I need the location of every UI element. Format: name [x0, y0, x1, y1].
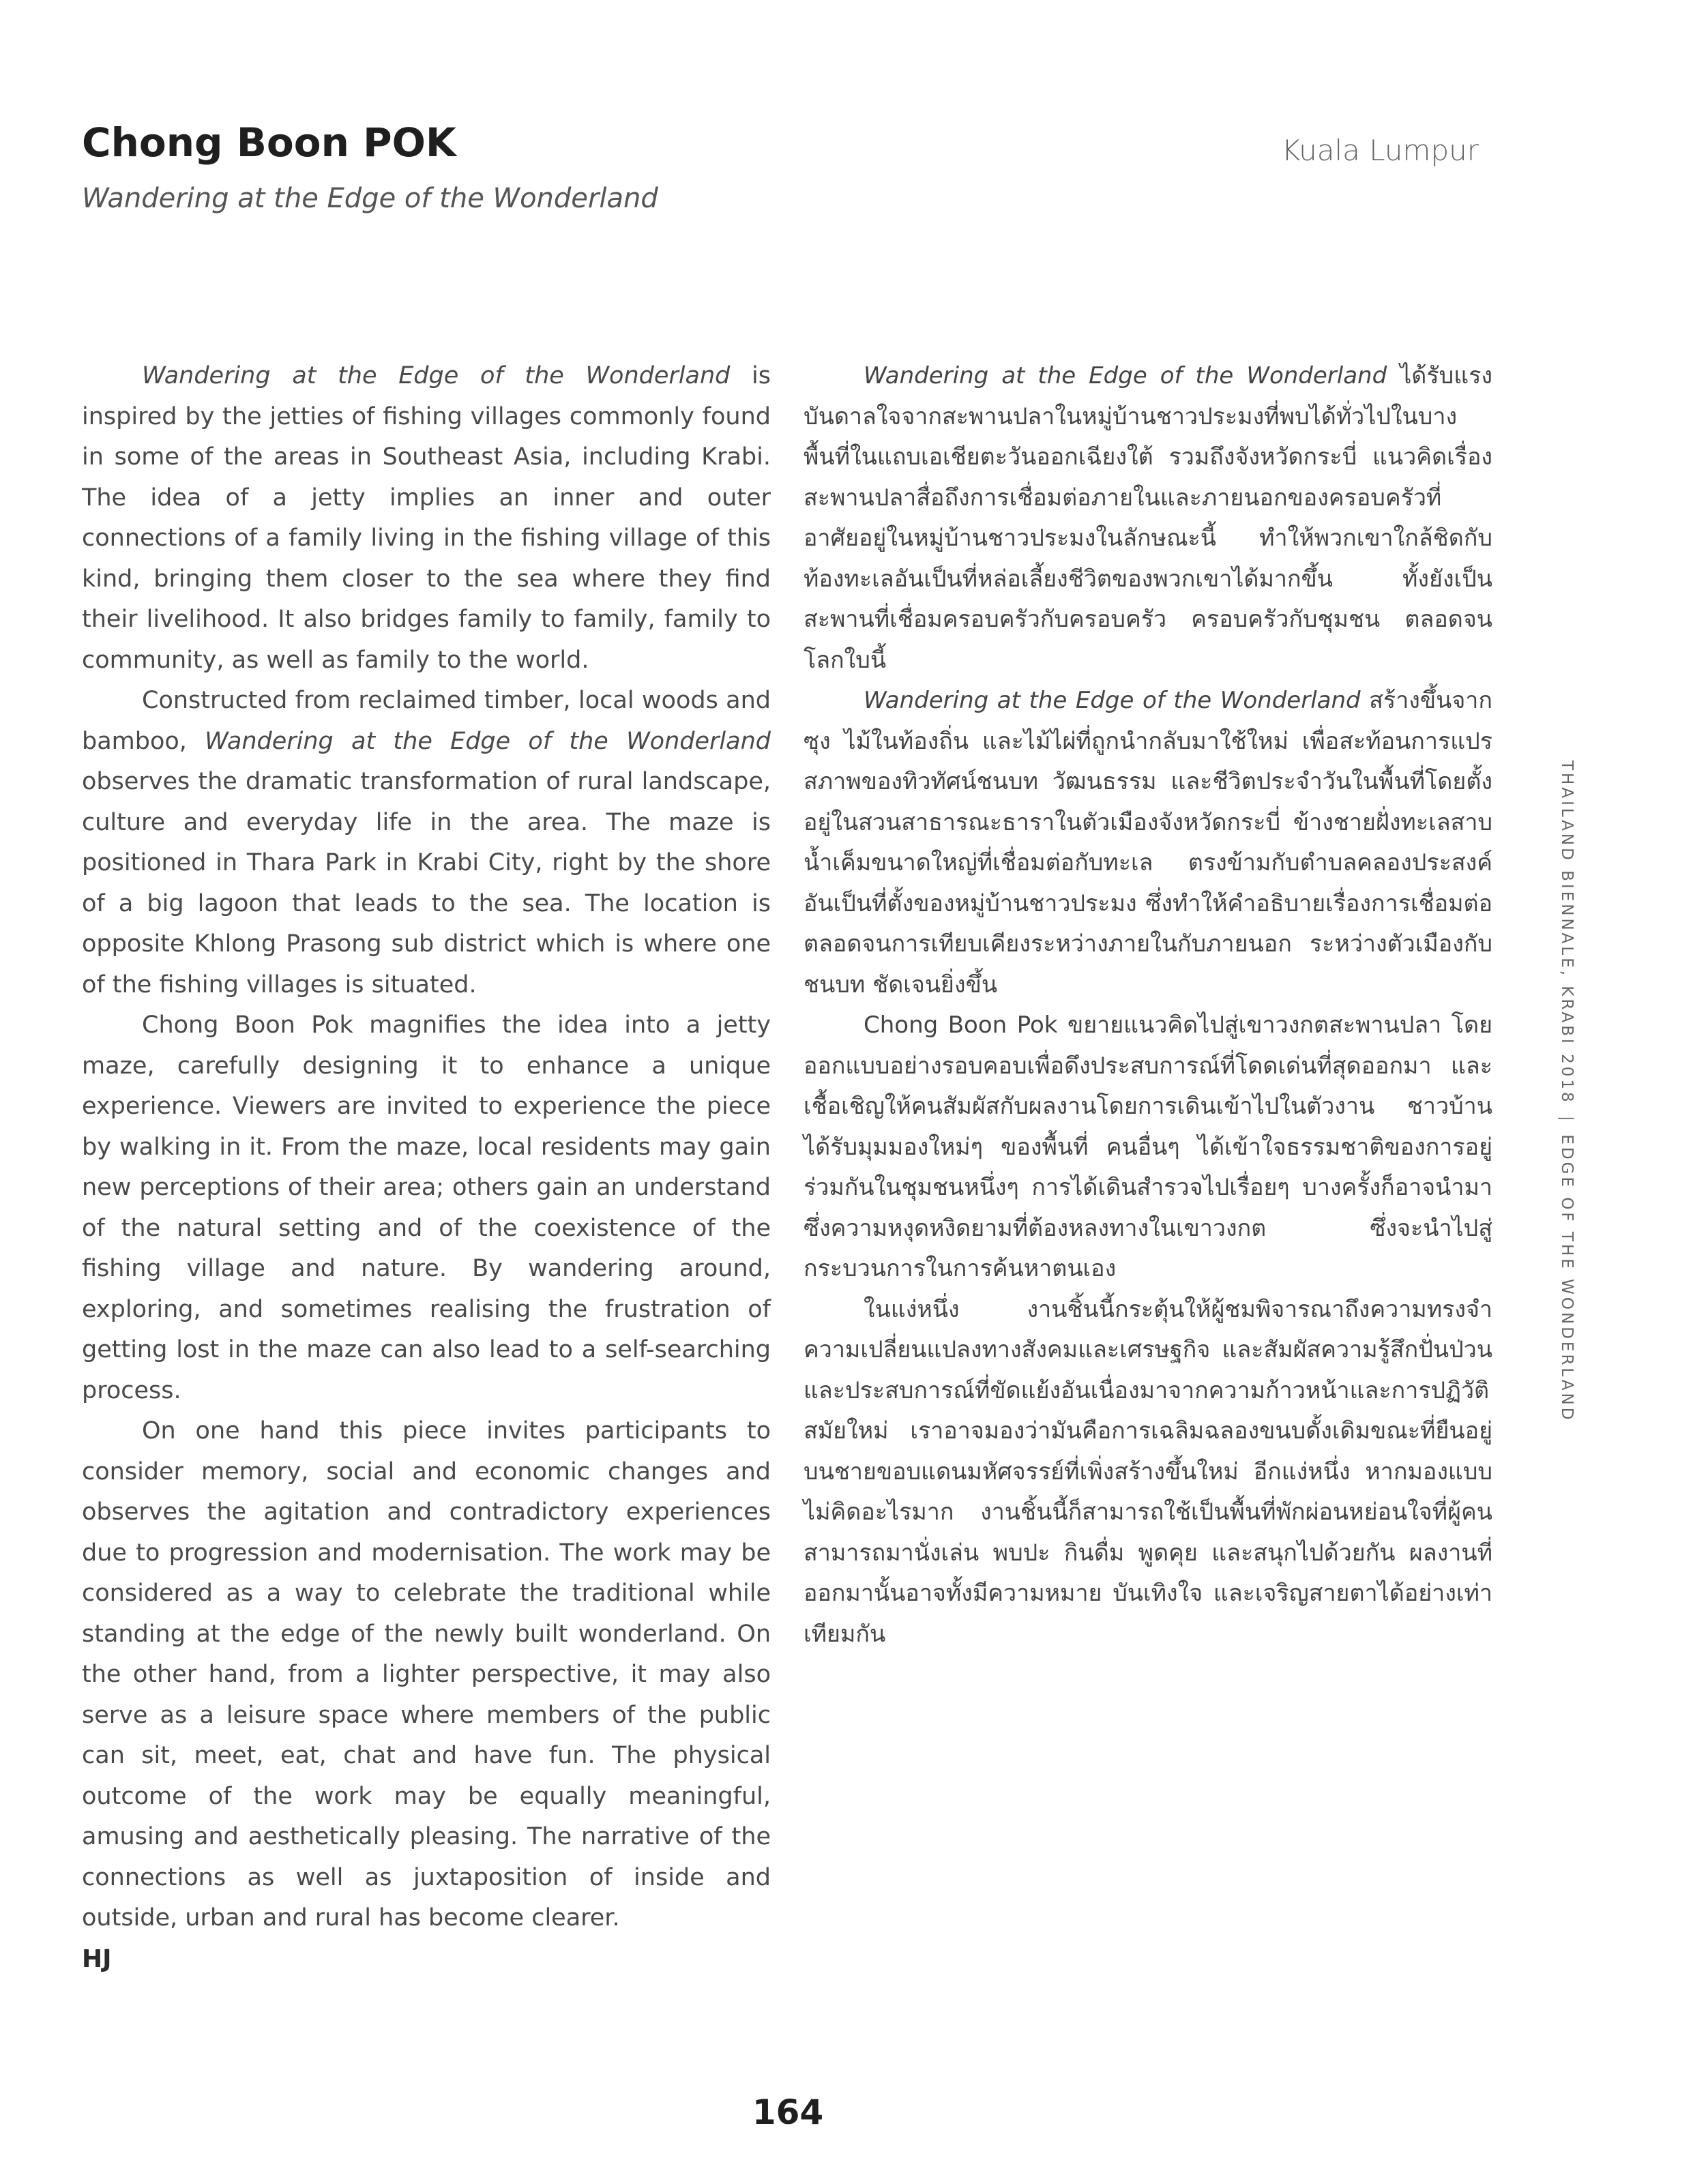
author-initials: HJ — [82, 1944, 112, 1973]
english-paragraph-1 — [82, 356, 771, 681]
thai-paragraph-4: ในแง่หนึ่ง งานชิ้นนี้กระตุ้นให้ผู้ชมพิจารณาถึงความทรงจำ ความเปลี่ยนแปลงทางสังคมและเศรษฐกิจ และสัมผัสความรู้สึกปั่นป่วนและประสบการณ์ที่ขัดแย้งอันเนื่องมาจากความก้าวหน้าและการปฏิวัติสมัยใหม่ เราอาจมองว่ามันคือการเฉลิมฉลองขนบดั้งเดิมขณะที่ยืนอยู่บนชายขอบแดนมหัศจรรย์ที่เพิ่งสร้างขึ้นใหม่ อีกแง่หนึ่ง หากมองแบบไม่คิดอะไรมาก งานชิ้นนี้ก็สามารถใช้เป็นพื้นที่พักผ่อนหย่อนใจที่ผู้คนสามารถมานั่งเล่น พบปะ กินดื่ม พูดคุย และสนุกไปด้วยกัน ผลงานที่ออกมานั้นอาจทั้งมีความหมาย บันเทิงใจ และเจริญสายตาได้อย่างเท่าเทียมกัน — [804, 1295, 1492, 1648]
paragraph-text: is inspired by the jetties of fishing villages commonly found in some of the areas in Southeast Asia, including Krabi. The idea of a jetty implies an inner and outer connections of a family living in the fishing village of this kind, bringing them closer to the sea where they find their livelihood. It also bridges family to family, family to community, as well as family to the world. — [82, 362, 771, 674]
paragraph-text: observes the dramatic transformation of rural landscape, culture and everyday life in the area. The maze is positioned in Thara Park in Krabi City, right by the shore of a big lagoon that leads to the sea. The location is opposite Khlong Prasong sub district which is where one of the fishing villages is situated. — [82, 768, 771, 998]
page-number: 164 — [752, 2092, 824, 2132]
running-head-publication: THAILAND BIENNALE, KRABI 2018 — [1558, 760, 1576, 1105]
english-paragraph-4: On one hand this piece invites participants to consider memory, social and economic changes and observes the agitation and contradictory experiences due to progression and modernisation. The work may be considered as a way to celebrate the traditional while standing at the edge of the newly built wonderland. On the other hand, from a lighter perspective, it may also serve as a leisure space where members of the public can sit, meet, eat, chat and have fun. The physical outcome of the work may be equally meaningful, amusing and aesthetically pleasing. The narrative of the connections as well as juxtaposition of inside and outside, urban and rural has become clearer. — [82, 1417, 771, 1932]
paragraph-text: ได้รับแรงบันดาลใจจากสะพานปลาในหมู่บ้านชาวประมงที่พบได้ทั่วไปในบางพื้นที่ในแถบเอเชียตะวันออกเฉียงใต้ รวมถึงจังหวัดกระบี่ แนวคิดเรื่องสะพานปลาสื่อถึงการเชื่อมต่อภายในและภายนอกของครอบครัวที่อาศัยอยู่ในหมู่บ้านชาวประมงในลักษณะนี้ ทำให้พวกเขาใกล้ชิดกับท้องทะเลอันเป็นที่หล่อเลี้ยงชีวิตของพวกเขาได้มากขึ้น ทั้งยังเป็นสะพานที่เชื่อมครอบครัวกับครอบครัว ครอบครัวกับชุมชน ตลอดจนโลกใบนี้ — [804, 362, 1492, 674]
work-title-inline: Wandering at the Edge of the Wonderland — [205, 727, 771, 755]
work-title-inline: Wandering at the Edge of the Wonderland — [864, 362, 1387, 389]
paragraph-text: Constructed from reclaimed timber, local woods and bamboo, — [82, 687, 771, 755]
thai-paragraph-2 — [804, 681, 1492, 1005]
english-paragraph-3: Chong Boon Pok magnifies the idea into a jetty maze, carefully designing it to enhance a unique experience. Viewers are invited to experience the piece by walking in it. From the maze, local residents may gain new perceptions of their area; others gain an understand of the natural setting and of the coexistence of the fishing village and nature. By wandering around, exploring, and sometimes realising the frustration of getting lost in the maze can also lead to a self-searching process. — [82, 1011, 771, 1404]
thai-paragraph-1 — [804, 356, 1492, 681]
english-paragraph-2 — [82, 681, 771, 1005]
paragraph-text: สร้างขึ้นจากซุง ไม้ในท้องถิ่น และไม้ไผ่ที่ถูกนำกลับมาใช้ใหม่ เพื่อสะท้อนการแปรสภาพของทิวทัศน์ชนบท วัฒนธรรม และชีวิตประจำวันในพื้นที่โดยตั้งอยู่ในสวนสาธารณะธาราในตัวเมืองจังหวัดกระบี่ ข้างชายฝั่งทะเลสาบน้ำเค็มขนาดใหญ่ที่เชื่อมต่อกับทะเล ตรงข้ามกับตำบลคลองประสงค์อันเป็นที่ตั้งของหมู่บ้านชาวประมง ซึ่งทำให้คำอธิบายเรื่องการเชื่อมต่อตลอดจนการเทียบเคียงระหว่างภายในกับภายนอก ระหว่างตัวเมืองกับชนบท ชัดเจนยิ่งขึ้น — [804, 687, 1492, 998]
english-column — [82, 356, 771, 1979]
running-head-separator: | — [1558, 1115, 1576, 1124]
work-title-inline: Wandering at the Edge of the Wonderland — [864, 687, 1361, 714]
artist-name: Chong Boon POK — [82, 119, 456, 166]
artist-location: Kuala Lumpur — [1281, 134, 1479, 167]
running-head-section: EDGE OF THE WONDERLAND — [1558, 1134, 1576, 1423]
running-head — [1535, 760, 1576, 1442]
work-title: Wandering at the Edge of the Wonderland — [82, 183, 658, 214]
work-title-inline: Wandering at the Edge of the Wonderland — [142, 362, 731, 389]
thai-paragraph-3: Chong Boon Pok ขยายแนวคิดไปสู่เขาวงกตสะพานปลา โดยออกแบบอย่างรอบคอบเพื่อดึงประสบการณ์ที่โดดเด่นที่สุดออกมา และเชื้อเชิญให้คนสัมผัสกับผลงานโดยการเดินเข้าไปในตัวงาน ชาวบ้านได้รับมุมมองใหม่ๆ ของพื้นที่ คนอื่นๆ ได้เข้าใจธรรมชาติของการอยู่ร่วมกันในชุมชนหนึ่งๆ การได้เดินสำรวจไปเรื่อยๆ บางครั้งก็อาจนำมาซึ่งความหงุดหงิดยามที่ต้องหลงทางในเขาวงกต ซึ่งจะนำไปสู่กระบวนการในการค้นหาตนเอง — [804, 1011, 1492, 1282]
thai-column — [804, 356, 1492, 1655]
